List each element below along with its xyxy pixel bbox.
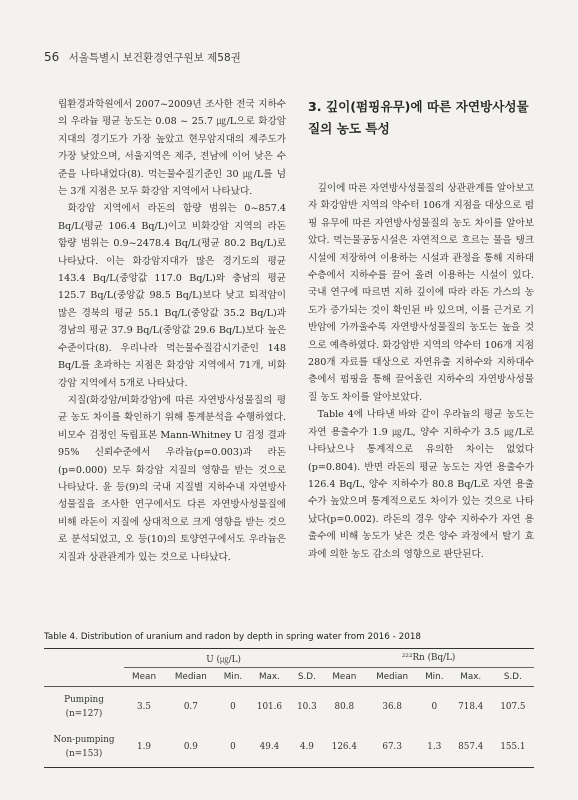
table-cell: 67.3 [382,742,402,752]
column-header: Max. [450,668,492,687]
column-header: Median [365,668,419,687]
column-header: Mean [124,668,164,687]
table-cell: 1.9 [137,742,152,752]
section-title: 3. 깊이(펌핑유무)에 따른 자연방사성물질의 농도 특성 [308,99,529,136]
paragraph: 깊이에 따른 자연방사성물질의 상관관계를 알아보고자 화강암반 지역의 약수터 106개 지점을 대상으로 펌핑 유무에 따른 자연방사성물질의 농도 차이를 알아보았다. 먹는물공동시설은 자연적으로 흐르는 물을 탱크시설에 저장하여 이용하는 시설과 관정을 통해 지하대수층에서 지하수를 끌어 올려 이용하는 시설이 있다. 국내 연구에 따르면 지하 깊이에 따라 라돈 가스의 농도가 증가되는 것이 확인된 바 있으며, 이를 근거로 기반암에 가까울수록 자연방사성물질의 농도는 높을 것으로 예측하였다. 화강암반 지역의 약수터 106개 지점 280개 자료를 대상으로 자연유출 지하수와 지하대수층에서 펌핑을 통해 끌어올린 지하수의 자연방사성물질 농도 차이를 알아보았다. [308,183,534,403]
column-header: Min. [419,668,450,687]
uranium-group-header: U (㎍/L) [124,649,323,668]
column-header: Min. [218,668,249,687]
column-header: Max. [248,668,290,687]
table-caption: Table 4. Distribution of uranium and radon by depth in spring water from 2016 - 2018 [44,632,422,642]
paragraph: Table 4에 나타낸 바와 같이 우라늄의 평균 농도는 자연 용출수가 1.9 ㎍/L, 양수 지하수가 3.5 ㎍/L로 나타났으나 통계적으로 유의한 차이는 없었다(p=0.804). 반면 라돈의 평균 농도는 자연 용출수가 126.4 Bq/L, 양수 지하수가 80.8 Bq/L로 자연 용출수가 높았으며 통계적으로도 차이가 있는 것으로 나타났다(p=0.002). 라돈의 경우 양수 지하수가 자연 용출수에 비해 농도가 낮은 것은 양수 과정에서 탈기 효과에 의한 농도 감소의 영향으로 판단된다. [308,409,534,560]
column-header: Mean [323,668,365,687]
table-cell: 857.4 [458,742,484,752]
paragraph: 화강암 지역에서 라돈의 함량 범위는 0~857.4 Bq/L(평균 106.4 Bq/L)이고 비화강암 지역의 라돈 함량 범위는 0.9~2478.4 Bq/L(평균 80.2 Bq/L)로 나타났다. 이는 화강암지대가 많은 경기도의 평균 143.4 Bq/L(중앙값 117.0 Bq/L)와 충남의 평균 125.7 Bq/L(중앙값 98.5 Bq/L)보다 낮고 퇴적암이 많은 경북의 평균 55.1 Bq/L(중앙값 35.2 Bq/L)과 경남의 평균 37.9 Bq/L(중앙값 29.6 Bq/L)보다 높은 수준이다(8). 우리나라 먹는물수질감시기준인 148 Bq/L를 초과하는 지점은 화강암 지역에서 71개, 비화강암 지역에서 5개로 나타났다. [58,203,286,389]
table-cell: 101.6 [256,702,283,712]
page-header [44,50,241,65]
column-header: Median [164,668,218,687]
table-cell: 0.7 [183,702,198,712]
table-cell: 107.5 [500,702,526,712]
table-group-header [44,649,534,668]
left-column [58,96,286,566]
table-cell: 80.8 [334,702,355,712]
journal-title: 서울특별시 보건환경연구원보 제58권 [68,52,241,64]
table-cell: 155.1 [500,742,526,752]
table-cell: 36.8 [382,702,402,712]
table-cell: 4.9 [299,742,314,752]
data-table [44,648,534,768]
row-label: Pumping (n=127) [64,695,104,719]
column-header: S.D. [492,668,534,687]
table-cell: 10.3 [297,702,317,712]
table-cell: 126.4 [331,742,357,752]
table-cell: 1.3 [427,742,442,752]
row-label: Non-pumping (n=153) [53,735,115,759]
column-header: S.D. [291,668,324,687]
table-cell: 3.5 [137,702,152,712]
paragraph: 립환경과학원에서 2007~2009년 조사한 전국 지하수의 우라늄 평균 농도는 0.08 ~ 25.7 ㎍/L으로 화강암지대의 경기도가 가장 높았고 현무암지대의 제주도가 가장 낮았으며, 서울지역은 제주, 전남에 이어 낮은 수준을 나타내었다(8). 먹는물수질기준인 30 ㎍/L를 넘는 3개 지점은 모두 화강암 지역에서 나타났다. [58,99,286,198]
paragraph: 지질(화강암/비화강암)에 따른 자연방사성물질의 평균 농도 차이를 확인하기 위해 통계분석을 수행하였다. 비모수 검정인 독립표본 Mann-Whitney U 검정 결과 95% 신뢰수준에서 우라늄(p=0.003)과 라돈(p=0.000) 모두 화강암 지질의 영향을 받는 것으로 나타났다. 윤 등(9)의 국내 지질별 지하수내 자연방사성물질을 조사한 연구에서도 다른 자연방사성물질에 비해 라돈이 지질에 상대적으로 크게 영향을 받는 것으로 분석되었고, 오 등(10)의 토양연구에서도 우라늄은 지질과 상관관계가 있는 것으로 나타났다. [58,394,286,563]
page-number: 56 [44,50,60,64]
radon-group-header: ²²²Rn (Bq/L) [323,649,534,668]
table-subheader-row [44,668,534,687]
table-row [44,727,534,768]
table-cell: 49.4 [259,742,280,752]
blank-header [44,668,124,687]
right-column [308,180,534,563]
table-row [44,687,534,728]
table-cell: 0 [230,742,236,752]
table-cell: 0.9 [183,742,198,752]
table-cell: 0 [431,702,438,712]
blank-header [44,649,124,668]
table-cell: 718.4 [458,702,484,712]
table-cell: 0 [230,702,236,712]
